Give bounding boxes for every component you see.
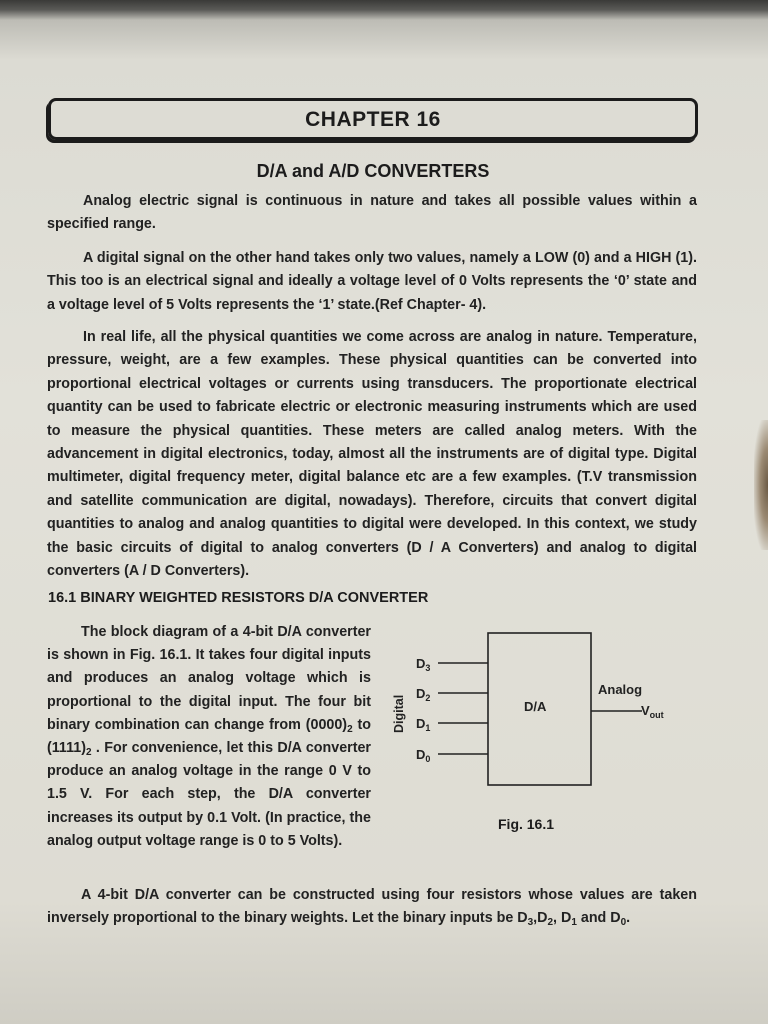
paragraph-1: Analog electric signal is continuous in nature and takes all possible values within a specified range. [47,193,697,233]
input-label-d2: $D_2$ [416,686,431,703]
section-intro-text: The block diagram of a 4-bit D/A converter is shown in Fig. 16.1. It takes four digital inputs and produces an analog voltage which is proportional to the digital input. The four bit binary combination can change from $(0000)_2$ to $(1111)_2$ . For convenience, let this D/A converter produce an analog voltage in the range 0 V to 1.5 V. For each step, the D/A converter increases its output by 0.1 Volt. (In practice, the analog output voltage range is 0 to 5 Volts). [47,624,371,849]
vout-label: $V_{out}$ [641,703,664,720]
block-label: D/A [524,699,547,714]
paragraph-4: A 4-bit D/A converter can be constructed using four resistors whose values are taken inversely proportional to the binary weights. Let the binary inputs be $D_3,D_2$, $D_1$ and $D_0$. [47,887,697,929]
section-heading: 16.1 BINARY WEIGHTED RESISTORS D/A CONVERTER [48,590,429,606]
page-title: D/A and A/D CONVERTERS [256,161,490,181]
da-converter-diagram [380,625,700,845]
input-label-d3: $D_3$ [416,656,431,673]
input-label-d1: $D_1$ [416,716,431,733]
input-label-d0: $D_0$ [416,747,431,764]
paragraph-2: A digital signal on the other hand takes only two values, namely a LOW (0) and a HIGH (1). This too is an electrical signal and ideally a voltage level of 0 Volts represents the ‘0’ state and a voltage level of 5 Volts represents the ‘1’ state.(Ref Chapter- 4). [47,250,697,313]
page-edge-shadow [754,420,768,550]
paragraph-3: In real life, all the physical quantities we come across are analog in nature. Temperature, pressure, weight, are a few examples. These physical quantities can be converted into proportional electrical voltages or currents using transducers. The proportionate electrical quantity can be used to fabricate electric or electronic measuring instruments which are used to measure the physical quantities. These meters are called analog meters. With the advancement in digital electronics, today, almost all the instruments are of digital type. Digital multimeter, digital frequency meter, digital balance etc are a few examples. (T.V transmission and satellite communication are digital, nowadays). Therefore, circuits that convert digital quantities to analog and analog quantities to digital were developed. In this context, we study the basic circuits of digital to analog converters (D / A Converters) and analog to digital converters (A / D Converters). [47,329,697,580]
digital-side-label: Digital [392,694,406,733]
chapter-label: CHAPTER 16 [305,108,441,131]
figure-caption: Fig. 16.1 [498,816,555,832]
analog-output-label: Analog [598,682,643,697]
